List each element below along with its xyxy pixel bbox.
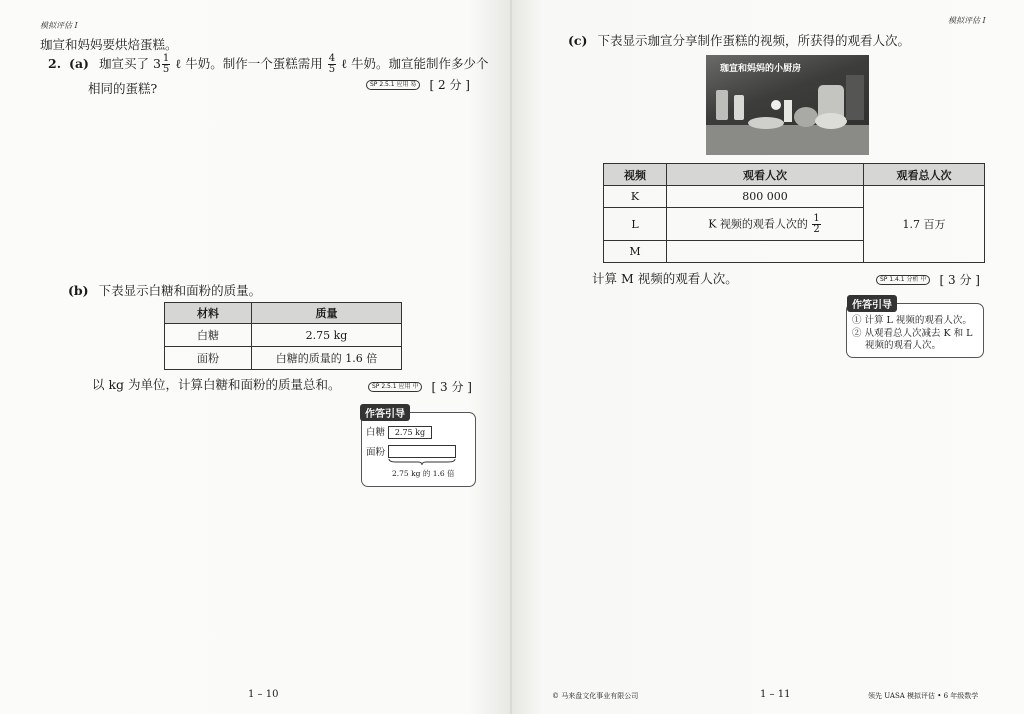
question-number: 2. bbox=[48, 56, 62, 71]
fraction-denominator: 2 bbox=[813, 223, 820, 235]
table-row bbox=[165, 347, 402, 370]
mixed-number-whole: 3 bbox=[152, 56, 161, 71]
q2a-text-3: ℓ 牛奶。珈宣能制作多少个 bbox=[341, 56, 489, 71]
q2c-text: 下表显示珈宣分享制作蛋糕的视频，所获得的观看人次。 bbox=[597, 33, 910, 48]
guide-title: 作答引导 bbox=[847, 295, 897, 312]
skill-tag: SP 2.5.1 应用 易 bbox=[366, 80, 420, 90]
fraction-numerator: 1 bbox=[813, 212, 820, 224]
mixed-number-fraction bbox=[162, 54, 170, 75]
series-title: 领先 UASA 模拟评估 • 6 年级数学 bbox=[868, 692, 979, 700]
copyright: © 马来盘文化事业有限公司 bbox=[552, 692, 639, 700]
table-cell: 白糖的质量的 1.6 倍 bbox=[252, 347, 402, 370]
right-page bbox=[512, 0, 1024, 714]
q2a-text-1: 珈宣买了 bbox=[98, 56, 149, 71]
table-cell: L bbox=[604, 208, 667, 241]
answer-guide bbox=[846, 300, 984, 358]
fraction bbox=[812, 214, 820, 235]
q2b-text: 下表显示白糖和面粉的质量。 bbox=[98, 283, 262, 298]
kitchen-photo bbox=[706, 55, 869, 155]
table-header: 视频 bbox=[604, 164, 667, 186]
fraction-numerator: 1 bbox=[162, 53, 170, 64]
table-header: 观看总人次 bbox=[864, 164, 985, 186]
fraction-denominator: 5 bbox=[328, 64, 336, 75]
skill-tag: SP 2.5.1 应用 中 bbox=[368, 382, 422, 392]
brace-icon bbox=[388, 458, 456, 466]
page-number: 1 – 10 bbox=[248, 689, 279, 700]
table-row bbox=[165, 324, 402, 347]
table-cell: 2.75 kg bbox=[252, 324, 402, 347]
table-cell bbox=[667, 208, 864, 241]
guide-step-2: ② 从观看总人次减去 K 和 L bbox=[852, 328, 973, 339]
table-header: 质量 bbox=[252, 303, 402, 324]
part-label-a: (a) bbox=[69, 56, 89, 71]
question-2c bbox=[568, 32, 910, 50]
question-2b bbox=[68, 282, 261, 300]
views-table bbox=[603, 163, 985, 263]
page-header: 模拟评估 I bbox=[40, 21, 78, 30]
q2a-meta bbox=[366, 74, 470, 93]
table-row bbox=[604, 186, 985, 208]
intro-text: 珈宣和妈妈要烘焙蛋糕。 bbox=[40, 37, 178, 52]
table-cell bbox=[667, 241, 864, 263]
left-page bbox=[0, 0, 510, 714]
fraction bbox=[328, 54, 336, 75]
guide-title: 作答引导 bbox=[360, 404, 410, 421]
table-header: 观看人次 bbox=[667, 164, 864, 186]
table-cell: 800 000 bbox=[667, 186, 864, 208]
q2c-question: 计算 M 视频的观看人次。 bbox=[592, 271, 738, 286]
marks: [ 2 分 ] bbox=[429, 78, 470, 92]
page-header: 模拟评估 I bbox=[948, 16, 986, 25]
sugar-label: 白糖 bbox=[366, 427, 386, 438]
q2a-text-4: 相同的蛋糕? bbox=[88, 81, 158, 96]
fraction-denominator: 5 bbox=[162, 64, 170, 75]
question-2a bbox=[48, 54, 489, 75]
total-views-cell: 1.7 百万 bbox=[864, 186, 985, 263]
table-cell: 面粉 bbox=[165, 347, 252, 370]
flour-label: 面粉 bbox=[366, 447, 386, 458]
q2b-question: 以 kg 为单位，计算白糖和面粉的质量总和。 bbox=[92, 377, 341, 392]
flour-bar bbox=[388, 445, 456, 458]
q2c-meta bbox=[876, 269, 980, 288]
table-cell: M bbox=[604, 241, 667, 263]
table-cell: K bbox=[604, 186, 667, 208]
answer-guide bbox=[361, 409, 476, 487]
part-label-c: (c) bbox=[568, 33, 588, 48]
photo-caption: 珈宣和妈妈的小厨房 bbox=[720, 64, 802, 74]
guide-step-1: ① 计算 L 视频的观看人次。 bbox=[852, 315, 972, 326]
guide-step-2-cont: 视频的观看人次。 bbox=[865, 340, 942, 351]
part-label-b: (b) bbox=[68, 283, 89, 298]
fraction-numerator: 4 bbox=[328, 53, 336, 64]
views-prefix: K 视频的观看人次的 bbox=[708, 217, 808, 230]
sugar-bar: 2.75 kg bbox=[388, 426, 432, 439]
kitchen-scene-icon bbox=[706, 55, 869, 155]
q2b-meta bbox=[368, 376, 472, 395]
page-number: 1 – 11 bbox=[760, 689, 791, 700]
mass-table bbox=[164, 302, 402, 370]
table-header: 材料 bbox=[165, 303, 252, 324]
marks: [ 3 分 ] bbox=[939, 273, 980, 287]
table-cell: 白糖 bbox=[165, 324, 252, 347]
q2a-text-2: ℓ 牛奶。制作一个蛋糕需用 bbox=[175, 56, 323, 71]
skill-tag: SP 1.4.1 分析 中 bbox=[876, 275, 930, 285]
brace-note: 2.75 kg 的 1.6 倍 bbox=[392, 469, 455, 478]
marks: [ 3 分 ] bbox=[431, 380, 472, 394]
